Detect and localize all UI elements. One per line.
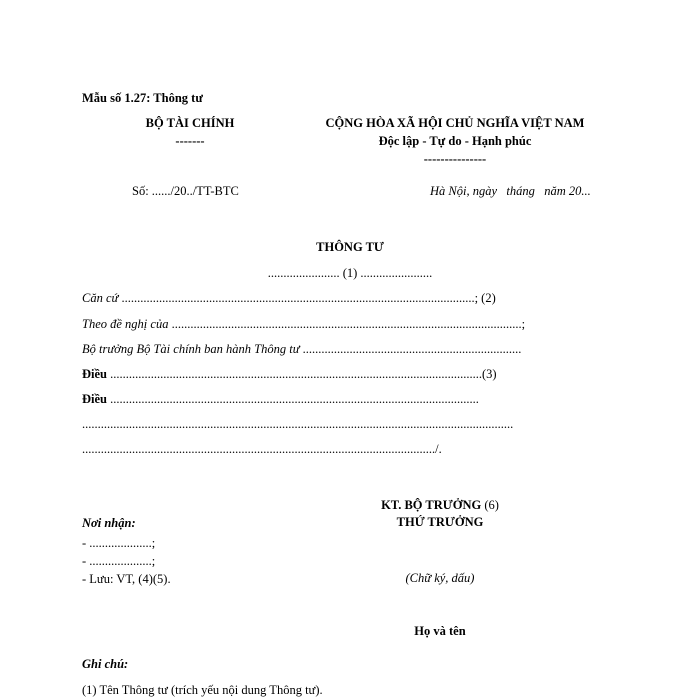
minister-dots: ......................................................................	[299, 342, 522, 356]
minister-line	[82, 341, 521, 357]
motto-divider: ---------------	[423, 152, 487, 166]
proposal-dots: ................................................................................................................;	[168, 317, 526, 331]
place-date: Hà Nội, ngày tháng năm 20...	[430, 184, 591, 198]
article-dots-2: ......................................................................................................................	[107, 392, 479, 406]
basis-line	[82, 290, 496, 306]
recipient-item: - Lưu: VT, (4)(5).	[82, 572, 171, 586]
signature-title-1-note: (6)	[481, 498, 499, 512]
signature-title-1	[340, 497, 540, 513]
issuing-agency: BỘ TÀI CHÍNH	[145, 116, 235, 130]
form-number: Mẫu số 1.27: Thông tư	[82, 91, 203, 105]
national-title: CỘNG HÒA XÃ HỘI CHỦ NGHĨA VIỆT NAM	[325, 116, 585, 130]
body-line-3: ..........................................................................................................................................	[82, 417, 514, 431]
document-title: THÔNG TƯ	[316, 240, 384, 254]
article-line-1	[82, 366, 497, 382]
proposal-line	[82, 316, 525, 332]
national-motto: Độc lập - Tự do - Hạnh phúc	[378, 134, 532, 148]
signature-note: (Chữ ký, dấu)	[405, 571, 475, 585]
recipient-item: - ....................;	[82, 554, 156, 568]
signature-title-2: THỨ TRƯỞNG	[396, 515, 484, 529]
basis-dots: .................................................................................................................; (2)	[118, 291, 496, 305]
notes-label: Ghi chú:	[82, 657, 129, 671]
proposal-label: Theo đề nghị của	[82, 317, 169, 331]
article-label-2: Điều	[82, 392, 107, 406]
minister-label: Bộ trưởng Bộ Tài chính ban hành Thông tư	[82, 342, 300, 356]
basis-label: Căn cứ	[82, 291, 119, 305]
document-number: Số: ....../20../TT-BTC	[132, 184, 239, 198]
recipients-label: Nơi nhận:	[82, 516, 136, 530]
note-item: (1) Tên Thông tư (trích yếu nội dung Thông tư).	[82, 683, 323, 697]
article-label-1: Điều	[82, 367, 107, 381]
recipient-item: - ....................;	[82, 536, 156, 550]
body-line-4: ................................................................................................................./.	[82, 442, 442, 456]
article-dots-1: .......................................................................................................................(3)	[107, 367, 497, 381]
agency-divider: -------	[175, 134, 205, 148]
signature-title-1-text: KT. BỘ TRƯỞNG	[381, 498, 482, 512]
document-subtitle: ....................... (1) .......................	[267, 266, 433, 280]
article-line-2	[82, 391, 479, 407]
signer-name: Họ và tên	[414, 624, 466, 638]
